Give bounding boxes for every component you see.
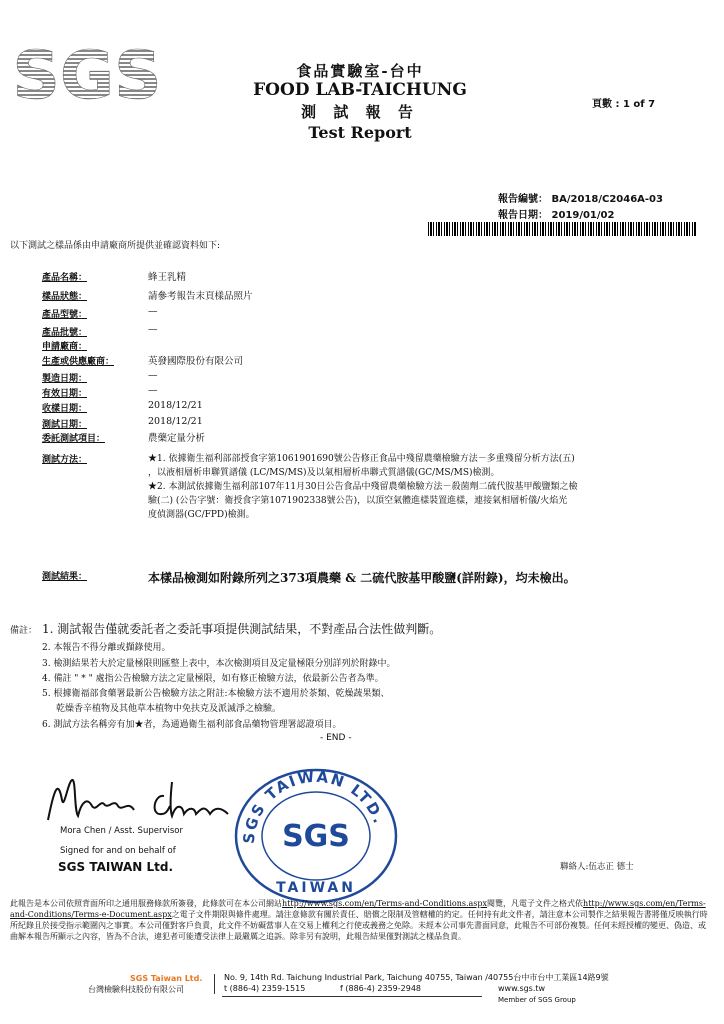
note-item: 5. 根據衛福部食藥署最新公告檢驗方法之附註:本檢驗方法不適用於茶類、乾燥蔬果類、 xyxy=(42,689,390,699)
disclaimer-text: 之電子文件期限與條件處理。請注意條款有關於責任、賠償之限制及管轄權的約定。任何持有此文件者，請注意本公司製作之結果報告書將僅反映執行時所紀錄且於接受指示範圍內之事實。本公司僅對客戶負責，此文件不妨礙當事人在交易上權利之行使或義務之免除。未經本公司事先書面同意，此報告不可部份複製。任何未經授權的變更、偽造、或曲解本報告所顯示之內容，皆為不合法，違犯者可能遭受法律上最嚴厲之追訴。除非另有說明，此報告結果僅對測試之樣品負責。 xyxy=(10,910,708,941)
disclaimer xyxy=(10,898,710,942)
field-label: 製造日期： xyxy=(42,374,88,384)
note-item: 3. 檢測結果若大於定量極限則匯整上表中，本次檢測項目及定量極限分別詳列於附錄中。 xyxy=(42,659,396,669)
field-label: 委託測試項目： xyxy=(42,434,106,444)
footer-divider xyxy=(214,974,215,994)
seal-center-text: SGS xyxy=(282,819,350,854)
field-label: 樣品狀態： xyxy=(42,292,88,302)
sgs-logo-text: SGS xyxy=(12,37,162,114)
handwritten-signature xyxy=(44,770,244,826)
terms-link[interactable]: http://www.sgs.com/en/Terms-and-Conditions.aspx xyxy=(282,899,488,908)
field-label: 收樣日期： xyxy=(42,404,88,414)
field-value: — xyxy=(148,324,158,335)
note-item: 4. 備註 " * " 處指公告檢驗方法之定量極限，如有修正檢驗方法，依最新公告者為準。 xyxy=(42,674,384,684)
seal-bottom-text: TAIWAN xyxy=(276,880,356,896)
field-value: 英發國際股份有限公司 xyxy=(148,356,244,367)
method-line: ，以液相層析串聯質譜儀 (LC/MS/MS)及以氣相層析串聯式質譜儀(GC/MS/MS)檢測。 xyxy=(148,468,500,478)
field-value: — xyxy=(148,306,158,317)
report-number-value: BA/2018/C2046A-03 xyxy=(551,194,663,205)
report-date xyxy=(498,206,614,221)
report-title-zh: 測 試 報 告 xyxy=(301,103,419,121)
method-text xyxy=(148,452,688,522)
report-title-en: Test Report xyxy=(308,123,412,142)
footer-phone: t (886-4) 2359-1515 xyxy=(224,984,306,993)
end-marker: - END - xyxy=(320,733,352,743)
method-line: 驗(二) (公告字號：衛授食字第1071902338號公告)，以頂空氣體進樣裝置進樣，連接氣相層析儀/火焰光 xyxy=(148,496,568,506)
field-value: 2018/12/21 xyxy=(148,400,203,411)
field-label: 產品批號： xyxy=(42,328,88,338)
notes-label: 備註： xyxy=(10,626,38,636)
field-value: 蜂王乳精 xyxy=(148,272,187,283)
note-item: 6. 測試方法名稱旁有加★者，為通過衛生福利部食品藥物管理署認證項目。 xyxy=(42,720,342,730)
sgs-logo xyxy=(12,37,162,114)
page-value: : 1 of 7 xyxy=(615,99,656,110)
field-label: 申請廠商： xyxy=(42,342,88,352)
footer-brand-name: SGS Taiwan Ltd. xyxy=(130,974,203,983)
report-number xyxy=(498,190,663,205)
field-label: 產品名稱： xyxy=(42,273,88,283)
field-label: 產品型號： xyxy=(42,310,88,320)
field-label: 生產或供應廠商： xyxy=(42,357,115,367)
company-seal xyxy=(230,760,402,904)
barcode xyxy=(428,222,696,236)
page-label: 頁數 xyxy=(592,99,612,110)
field-label: 測試日期： xyxy=(42,420,88,430)
intro-text: 以下測試之樣品係由申請廠商所提供並確認資料如下: xyxy=(10,241,221,251)
contact-person: 聯絡人:伍志正 德士 xyxy=(560,862,634,872)
footer-website[interactable]: www.sgs.tw xyxy=(498,984,546,993)
page-indicator xyxy=(592,95,655,110)
lab-name-en: FOOD LAB-TAICHUNG xyxy=(253,80,467,100)
e-document-terms-link[interactable]: http://www.sgs.com/en/Terms-and-Conditions/Terms-e-Document.aspx xyxy=(10,899,706,919)
footer-brand-zh: 台灣檢驗科技股份有限公司 xyxy=(88,985,184,994)
seal-outer-text: SGS TAIWAN LTD. xyxy=(239,767,389,845)
field-value: 農藥定量分析 xyxy=(148,433,206,444)
field-value: — xyxy=(148,370,158,381)
note-item: 1. 測試報告僅就委託者之委託事項提供測試結果，不對產品合法性做判斷。 xyxy=(42,622,442,636)
result-text: 本樣品檢測如附錄所列之373項農藥 & 二硫代胺基甲酸鹽(詳附錄)，均未檢出。 xyxy=(148,571,576,585)
signer-name-title: Mora Chen / Asst. Supervisor xyxy=(60,826,183,836)
method-label: 測試方法： xyxy=(42,455,88,465)
footer-rule xyxy=(222,996,482,997)
method-line: ★1. 依據衛生福利部部授食字第1061901690號公告修正食品中殘留農藥檢驗方法－多重殘留分析方法(五) xyxy=(148,454,575,464)
field-value: 2018/12/21 xyxy=(148,416,203,427)
report-number-label: 報告編號： xyxy=(498,194,548,205)
note-item: 乾燥香辛植物及其他草本植物中免扶克及派滅淨之檢驗。 xyxy=(56,704,282,714)
footer-brand xyxy=(130,974,202,983)
result-label: 測試結果： xyxy=(42,572,88,582)
disclaimer-text: 此報告是本公司依照背面所印之通用服務條款所簽發，此條款可在本公司網站 xyxy=(10,899,282,908)
field-value: — xyxy=(148,385,158,396)
footer-member: Member of SGS Group xyxy=(498,996,576,1004)
footer-fax: f (886-4) 2359-2948 xyxy=(340,984,421,993)
company-name: SGS TAIWAN Ltd. xyxy=(58,860,174,874)
disclaimer-text: 閱覽，凡電子文件之格式依 xyxy=(487,899,584,908)
method-line: ★2. 本測試依據衛生福利部107年11月30日公告食品中殘留農藥檢驗方法－殺菌劑二硫代胺基甲酸鹽類之檢 xyxy=(148,482,578,492)
field-value: 請參考報告末頁樣品照片 xyxy=(148,291,253,302)
signed-for-text: Signed for and on behalf of xyxy=(60,846,176,856)
report-date-value: 2019/01/02 xyxy=(551,210,615,221)
report-date-label: 報告日期： xyxy=(498,210,548,221)
lab-name-zh: 食品實驗室-台中 xyxy=(296,62,424,80)
field-label: 有效日期： xyxy=(42,389,88,399)
method-line: 度偵測器(GC/FPD)檢測。 xyxy=(148,510,255,520)
note-item: 2. 本報告不得分離或擷錄使用。 xyxy=(42,643,171,653)
footer-address: No. 9, 14th Rd. Taichung Industrial Park, Taichung 40755, Taiwan /40755台中市台中工業區14路9號 xyxy=(224,973,609,982)
